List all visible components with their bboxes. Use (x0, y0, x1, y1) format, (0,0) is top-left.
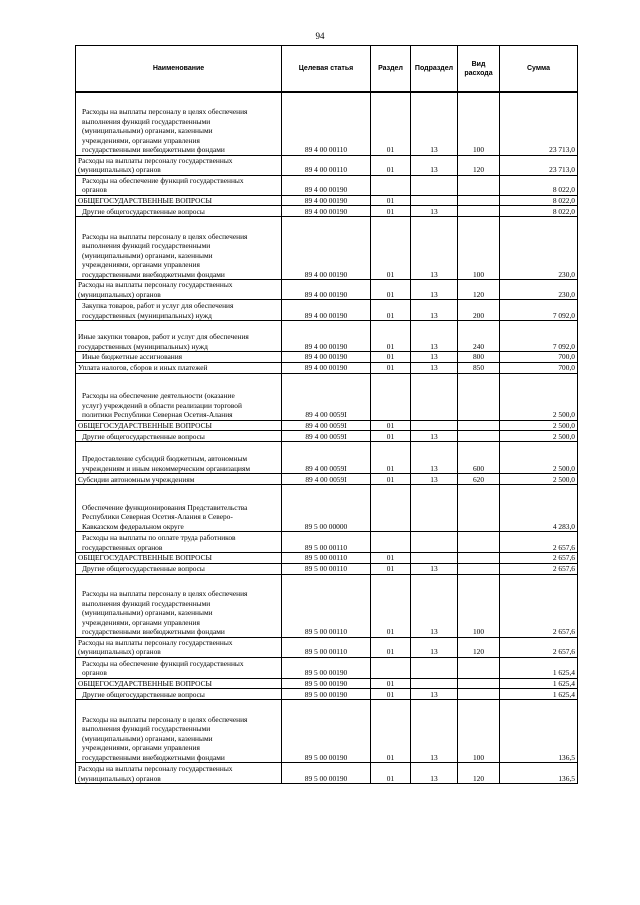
cell-subsection (411, 657, 458, 678)
cell-section: 01 (371, 206, 411, 217)
cell-name (76, 442, 282, 474)
cell-name-line: Кавказском федеральном округе (82, 521, 184, 531)
cell-name-line: Другие общегосударственные вопросы (82, 206, 205, 216)
cell-type (458, 373, 500, 420)
cell-sum: 7 092,0 (500, 321, 578, 352)
cell-name (76, 532, 282, 553)
table-row (76, 532, 578, 553)
cell-section: 01 (371, 763, 411, 784)
table-row (76, 563, 578, 574)
cell-section: 01 (371, 352, 411, 363)
table-row (76, 373, 578, 420)
budget-table (75, 45, 578, 784)
header-sum: Сумма (500, 46, 578, 93)
cell-name (76, 175, 282, 195)
cell-name-line: ОБЩЕГОСУДАРСТВЕННЫЕ ВОПРОСЫ (78, 553, 212, 562)
page-number: 94 (315, 31, 325, 41)
cell-target: 89 4 00 00190 (282, 300, 371, 321)
cell-name (76, 563, 282, 574)
cell-section: 01 (371, 300, 411, 321)
cell-target: 89 5 00 00190 (282, 689, 371, 700)
table-body (76, 92, 578, 784)
cell-target: 89 5 00 00110 (282, 637, 371, 657)
table-row (76, 763, 578, 784)
cell-sum: 230,0 (500, 217, 578, 280)
cell-subsection: 13 (411, 155, 458, 175)
cell-subsection: 13 (411, 637, 458, 657)
cell-subsection: 13 (411, 300, 458, 321)
cell-name-line: органов (82, 185, 107, 194)
cell-name-line: выполнения функций государственными (82, 241, 211, 250)
cell-section: 01 (371, 474, 411, 485)
cell-name (76, 657, 282, 678)
cell-type (458, 689, 500, 700)
cell-sum: 2 657,6 (500, 553, 578, 564)
cell-subsection (411, 678, 458, 689)
cell-section: 01 (371, 321, 411, 352)
cell-name-line: учреждениями, органами управления (82, 260, 200, 269)
cell-sum: 23 713,0 (500, 92, 578, 155)
cell-section: 01 (371, 280, 411, 300)
table-row (76, 442, 578, 474)
cell-target: 89 4 00 0059I (282, 474, 371, 485)
cell-type (458, 420, 500, 431)
cell-section: 01 (371, 92, 411, 155)
cell-name-line: государственными внебюджетными фондами (82, 752, 225, 762)
cell-type (458, 431, 500, 442)
cell-type: 240 (458, 321, 500, 352)
table-row (76, 485, 578, 532)
cell-name-line: Расходы на выплаты персоналу в целях обеспечения (82, 231, 248, 241)
cell-name-line: (муниципальными) органами, казенными (82, 733, 213, 743)
cell-target: 89 4 00 00190 (282, 195, 371, 206)
cell-section: 01 (371, 195, 411, 206)
cell-target: 89 4 00 0059I (282, 431, 371, 442)
cell-type: 120 (458, 280, 500, 300)
cell-name-line: Субсидии автономным учреждениям (78, 474, 195, 484)
cell-sum: 2 657,6 (500, 574, 578, 637)
cell-type (458, 657, 500, 678)
cell-target: 89 4 00 0059I (282, 420, 371, 431)
cell-target: 89 5 00 00110 (282, 532, 371, 553)
cell-name-line: учреждениями, органами управления (82, 617, 200, 627)
cell-name-line: Расходы на обеспечение деятельности (оказание (82, 391, 235, 400)
cell-sum: 4 283,0 (500, 485, 578, 532)
cell-name-line: политики Республики Северная Осетия-Алания (82, 410, 233, 419)
cell-sum: 2 500,0 (500, 420, 578, 431)
table-row (76, 700, 578, 763)
cell-target: 89 4 00 00190 (282, 280, 371, 300)
cell-name-line: Расходы на обеспечение функций государственных (82, 175, 244, 185)
cell-type (458, 678, 500, 689)
cell-name-line: Расходы на выплаты персоналу в целях обеспечения (82, 107, 248, 116)
table-row (76, 689, 578, 700)
cell-sum: 2 500,0 (500, 431, 578, 442)
cell-section: 01 (371, 678, 411, 689)
cell-sum: 2 657,6 (500, 637, 578, 657)
cell-target: 89 4 00 00110 (282, 92, 371, 155)
cell-name (76, 155, 282, 175)
cell-name (76, 206, 282, 217)
cell-name (76, 574, 282, 637)
cell-target: 89 5 00 00110 (282, 553, 371, 564)
cell-name-line: выполнения функций государственными (82, 598, 211, 608)
cell-name-line: органов (82, 668, 107, 677)
cell-name-line: учреждениям и иным некоммерческим организациям (82, 463, 251, 473)
cell-section: 01 (371, 217, 411, 280)
cell-section: 01 (371, 574, 411, 637)
cell-name-line: ОБЩЕГОСУДАРСТВЕННЫЕ ВОПРОСЫ (78, 195, 212, 205)
cell-name (76, 474, 282, 485)
cell-target: 89 5 00 00110 (282, 574, 371, 637)
cell-name-line: Расходы на обеспечение функций государственных (82, 658, 244, 668)
cell-name-line: государственными внебюджетными фондами (82, 145, 225, 154)
cell-section (371, 657, 411, 678)
cell-target: 89 5 00 00190 (282, 657, 371, 678)
cell-section: 01 (371, 155, 411, 175)
cell-target: 89 4 00 0059I (282, 442, 371, 474)
cell-sum: 8 022,0 (500, 195, 578, 206)
header-name: Наименование (76, 46, 282, 93)
header-section: Раздел (371, 46, 411, 93)
cell-name-line: Расходы на выплаты персоналу в целях обеспечения (82, 714, 248, 724)
cell-name (76, 373, 282, 420)
cell-section: 01 (371, 700, 411, 763)
cell-subsection (411, 195, 458, 206)
table-row (76, 175, 578, 195)
cell-name-line: (муниципальных) органов (78, 773, 161, 783)
cell-section: 01 (371, 689, 411, 700)
cell-subsection: 13 (411, 689, 458, 700)
cell-name-line: Расходы на выплаты персоналу государственных (78, 637, 233, 647)
header-target: Целевая статья (282, 46, 371, 93)
cell-subsection: 13 (411, 574, 458, 637)
cell-target: 89 4 00 00190 (282, 206, 371, 217)
table-row (76, 195, 578, 206)
cell-sum: 700,0 (500, 362, 578, 373)
cell-sum: 136,5 (500, 700, 578, 763)
cell-section: 01 (371, 442, 411, 474)
cell-subsection: 13 (411, 563, 458, 574)
cell-subsection (411, 485, 458, 532)
cell-name-line: Уплата налогов, сборов и иных платежей (78, 363, 208, 372)
cell-name (76, 92, 282, 155)
cell-name-line: ОБЩЕГОСУДАРСТВЕННЫЕ ВОПРОСЫ (78, 678, 212, 688)
cell-sum: 1 625,4 (500, 678, 578, 689)
cell-subsection: 13 (411, 206, 458, 217)
cell-section (371, 373, 411, 420)
cell-subsection (411, 553, 458, 564)
cell-name (76, 280, 282, 300)
cell-type (458, 195, 500, 206)
cell-name-line: (муниципальных) органов (78, 165, 161, 174)
cell-subsection: 13 (411, 362, 458, 373)
cell-subsection: 13 (411, 280, 458, 300)
cell-name (76, 689, 282, 700)
cell-type: 620 (458, 474, 500, 485)
table-row (76, 155, 578, 175)
table-row (76, 362, 578, 373)
cell-name-line: Расходы на выплаты персоналу государственных (78, 280, 233, 289)
cell-type: 600 (458, 442, 500, 474)
cell-name-line: выполнения функций государственными (82, 116, 211, 126)
cell-subsection (411, 175, 458, 195)
cell-type: 800 (458, 352, 500, 363)
cell-subsection: 13 (411, 321, 458, 352)
cell-sum: 2 500,0 (500, 474, 578, 485)
cell-sum: 700,0 (500, 352, 578, 363)
cell-name-line: (муниципальных) органов (78, 289, 161, 299)
table-row (76, 637, 578, 657)
table-row (76, 678, 578, 689)
cell-type (458, 206, 500, 217)
header-type-line2: расхода (464, 69, 493, 77)
table-row (76, 352, 578, 363)
cell-name (76, 485, 282, 532)
cell-name-line: Обеспечение функционирования Представительства (82, 502, 248, 512)
table-header-row (76, 46, 578, 93)
table-row (76, 474, 578, 485)
cell-type (458, 485, 500, 532)
table-row (76, 420, 578, 431)
cell-name-line: Закупка товаров, работ и услуг для обеспечения (82, 301, 234, 310)
cell-target: 89 4 00 00190 (282, 362, 371, 373)
cell-type (458, 553, 500, 564)
cell-name-line: (муниципальными) органами, казенными (82, 126, 213, 135)
cell-target: 89 5 00 00190 (282, 763, 371, 784)
table-row (76, 217, 578, 280)
cell-name (76, 700, 282, 763)
cell-subsection: 13 (411, 92, 458, 155)
cell-target: 89 4 00 00110 (282, 155, 371, 175)
cell-type (458, 532, 500, 553)
cell-section: 01 (371, 420, 411, 431)
cell-type: 100 (458, 700, 500, 763)
cell-sum: 2 657,6 (500, 563, 578, 574)
cell-sum: 1 625,4 (500, 689, 578, 700)
cell-section (371, 485, 411, 532)
cell-name-line: государственных (муниципальных) нужд (78, 341, 208, 351)
cell-name (76, 195, 282, 206)
cell-name-line: государственными внебюджетными фондами (82, 269, 225, 279)
table-row (76, 300, 578, 321)
cell-target: 89 4 00 00190 (282, 175, 371, 195)
cell-subsection (411, 373, 458, 420)
cell-name (76, 637, 282, 657)
cell-type: 120 (458, 155, 500, 175)
cell-subsection: 13 (411, 352, 458, 363)
cell-name-line: Расходы на выплаты персоналу государственных (78, 155, 233, 165)
cell-subsection: 13 (411, 700, 458, 763)
cell-sum: 2 500,0 (500, 442, 578, 474)
cell-type: 120 (458, 637, 500, 657)
cell-sum: 2 500,0 (500, 373, 578, 420)
cell-section: 01 (371, 553, 411, 564)
cell-sum: 136,5 (500, 763, 578, 784)
cell-section: 01 (371, 637, 411, 657)
table-row (76, 574, 578, 637)
cell-name (76, 431, 282, 442)
cell-name-line: учреждениями, органами управления (82, 743, 200, 752)
table-row (76, 321, 578, 352)
cell-target: 89 5 00 00190 (282, 678, 371, 689)
cell-name-line: ОБЩЕГОСУДАРСТВЕННЫЕ ВОПРОСЫ (78, 420, 212, 430)
cell-section (371, 175, 411, 195)
cell-name-line: Республики Северная Осетия-Алания в Северо- (82, 512, 233, 521)
table-row (76, 657, 578, 678)
cell-section (371, 532, 411, 553)
cell-subsection: 13 (411, 474, 458, 485)
cell-target: 89 4 00 0059I (282, 373, 371, 420)
cell-target: 89 5 00 00190 (282, 700, 371, 763)
cell-type: 100 (458, 92, 500, 155)
cell-name-line: Предоставление субсидий бюджетным, автономным (82, 454, 248, 463)
cell-type: 850 (458, 362, 500, 373)
cell-subsection: 13 (411, 763, 458, 784)
header-type-line1: Вид (471, 60, 486, 68)
cell-name-line: государственными внебюджетными фондами (82, 627, 225, 636)
cell-target: 89 5 00 00000 (282, 485, 371, 532)
cell-name-line: государственных органов (82, 542, 163, 552)
cell-section: 01 (371, 563, 411, 574)
cell-name-line: (муниципальными) органами, казенными (82, 250, 213, 260)
cell-sum: 230,0 (500, 280, 578, 300)
cell-name-line: выполнения функций государственными (82, 724, 211, 733)
cell-subsection: 13 (411, 442, 458, 474)
cell-subsection (411, 532, 458, 553)
cell-subsection: 13 (411, 431, 458, 442)
cell-name-line: Другие общегосударственные вопросы (82, 431, 205, 441)
table-row (76, 206, 578, 217)
table-row (76, 431, 578, 442)
cell-section: 01 (371, 362, 411, 373)
cell-name (76, 300, 282, 321)
cell-name-line: учреждениями, органами управления (82, 135, 200, 145)
cell-name-line: Расходы на выплаты персоналу государственных (78, 764, 233, 773)
cell-target: 89 4 00 00190 (282, 217, 371, 280)
cell-name-line: (муниципальных) органов (78, 647, 161, 656)
header-subsection: Подраздел (411, 46, 458, 93)
cell-section: 01 (371, 431, 411, 442)
cell-name (76, 553, 282, 564)
table-row (76, 92, 578, 155)
cell-name (76, 362, 282, 373)
cell-sum: 8 022,0 (500, 175, 578, 195)
cell-name-line: Другие общегосударственные вопросы (82, 689, 205, 699)
cell-name (76, 217, 282, 280)
cell-target: 89 4 00 00190 (282, 352, 371, 363)
cell-sum: 8 022,0 (500, 206, 578, 217)
cell-target: 89 4 00 00190 (282, 321, 371, 352)
cell-name (76, 352, 282, 363)
cell-name-line: услуг) учреждений в области реализации торговой (82, 400, 242, 410)
cell-sum: 1 625,4 (500, 657, 578, 678)
cell-type: 120 (458, 763, 500, 784)
cell-name-line: государственных (муниципальных) нужд (82, 310, 212, 320)
cell-name (76, 678, 282, 689)
cell-type (458, 563, 500, 574)
cell-name-line: Другие общегосударственные вопросы (82, 564, 205, 573)
cell-type: 100 (458, 574, 500, 637)
cell-type: 100 (458, 217, 500, 280)
header-type (458, 46, 500, 93)
cell-sum: 7 092,0 (500, 300, 578, 321)
cell-name (76, 763, 282, 784)
table-row (76, 553, 578, 564)
cell-sum: 2 657,6 (500, 532, 578, 553)
cell-name-line: Расходы на выплаты по оплате труда работников (82, 533, 236, 542)
cell-type (458, 175, 500, 195)
cell-type: 200 (458, 300, 500, 321)
cell-name (76, 321, 282, 352)
cell-target: 89 5 00 00110 (282, 563, 371, 574)
cell-name (76, 420, 282, 431)
cell-subsection: 13 (411, 217, 458, 280)
cell-name-line: (муниципальными) органами, казенными (82, 608, 213, 617)
cell-name-line: Иные бюджетные ассигнования (82, 352, 183, 361)
cell-name-line: Иные закупки товаров, работ и услуг для обеспечения (78, 332, 249, 341)
cell-name-line: Расходы на выплаты персоналу в целях обеспечения (82, 589, 248, 598)
cell-sum: 23 713,0 (500, 155, 578, 175)
table-row (76, 280, 578, 300)
cell-subsection (411, 420, 458, 431)
